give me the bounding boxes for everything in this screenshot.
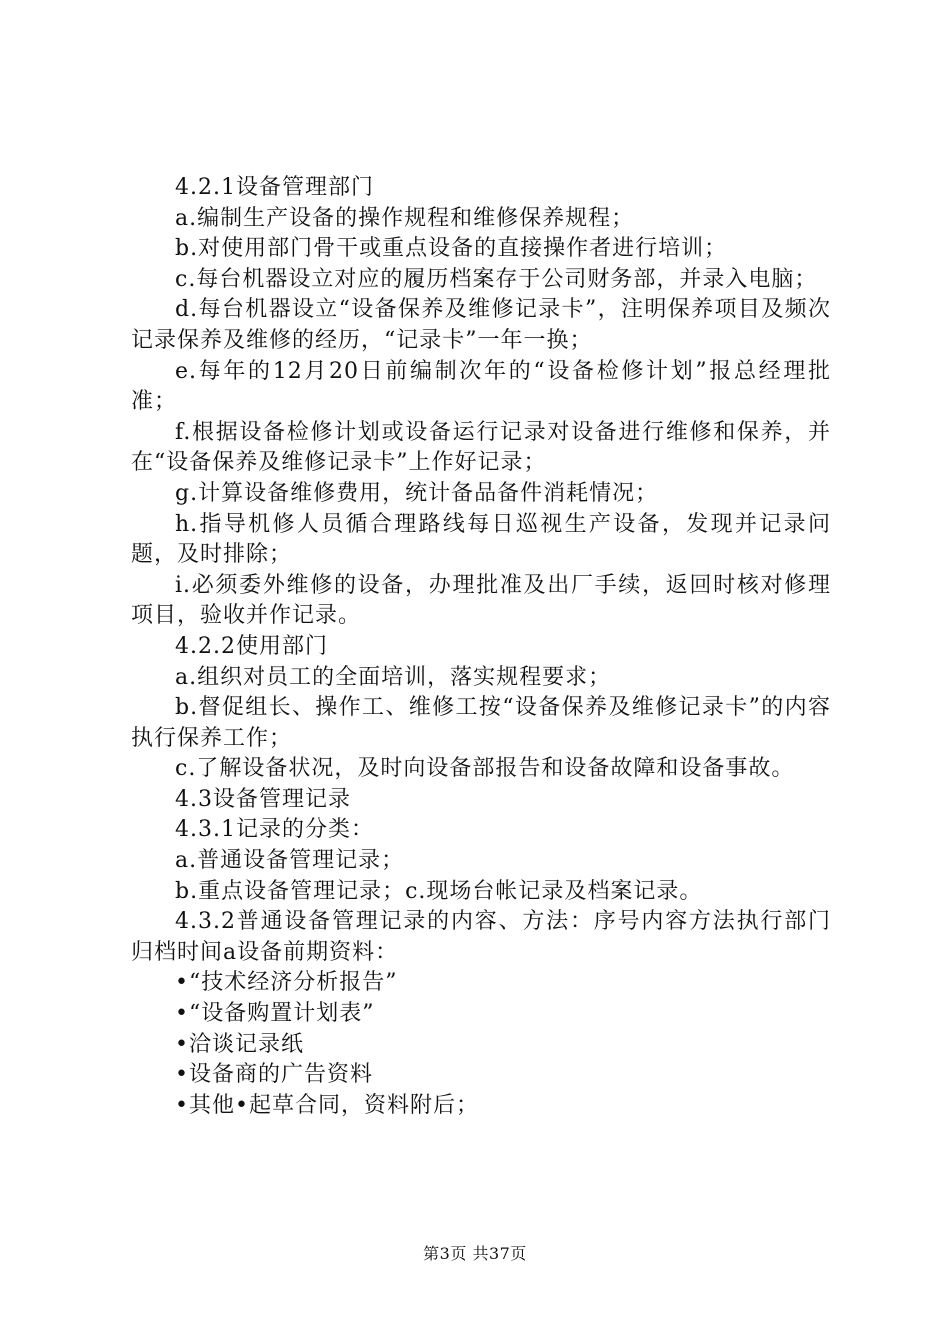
paragraph-item-i: i.必须委外维修的设备，办理批准及出厂手续，返回时核对修理项目，验收并作记录。 bbox=[131, 572, 831, 629]
bullet-item: •“技术经济分析报告” bbox=[175, 970, 398, 996]
page-number-footer: 第3页 共37页 bbox=[423, 1244, 527, 1263]
bullet-item: •设备商的广告资料 bbox=[175, 1062, 373, 1088]
section-heading-4-3: 4.3设备管理记录 bbox=[175, 786, 351, 812]
document-body bbox=[131, 173, 831, 1121]
section-heading-4-2-2: 4.2.2使用部门 bbox=[175, 633, 328, 659]
bullet-item: •其他•起草合同，资料附后； bbox=[175, 1092, 479, 1118]
paragraph-item-c: c.每台机器设立对应的履历档案存于公司财务部，并录入电脑； bbox=[175, 266, 818, 292]
paragraph-item-f: f.根据设备检修计划或设备运行记录对设备进行维修和保养，并在“设备保养及维修记录卡”上作好记录； bbox=[131, 419, 831, 476]
paragraph-item-g: g.计算设备维修费用，统计备品备件消耗情况； bbox=[175, 480, 659, 506]
section-heading-4-3-2: 4.3.2普通设备管理记录的内容、方法：序号内容方法执行部门归档时间a设备前期资料： bbox=[131, 909, 831, 965]
paragraph-item-a: a.组织对员工的全面培训，落实规程要求； bbox=[175, 664, 612, 690]
paragraph-item-b: b.对使用部门骨干或重点设备的直接操作者进行培训； bbox=[175, 236, 728, 262]
paragraph-item-e: e.每年的12月20日前编制次年的“设备检修计划”报总经理批准； bbox=[131, 358, 831, 415]
bullet-item: •洽谈记录纸 bbox=[175, 1031, 304, 1057]
paragraph-item-b: b.督促组长、操作工、维修工按“设备保养及维修记录卡”的内容执行保养工作； bbox=[131, 695, 831, 751]
section-heading-4-3-1: 4.3.1记录的分类： bbox=[175, 817, 374, 843]
paragraph-item-c: c.了解设备状况，及时向设备部报告和设备故障和设备事故。 bbox=[175, 756, 795, 782]
paragraph-item-d: d.每台机器设立“设备保养及维修记录卡”，注明保养项目及频次记录保养及维修的经历，“记录卡”一年一换； bbox=[131, 297, 831, 353]
section-heading-4-2-1: 4.2.1设备管理部门 bbox=[175, 175, 374, 200]
bullet-item: •“设备购置计划表” bbox=[175, 1001, 375, 1027]
paragraph-item-b-c: b.重点设备管理记录；c.现场台帐记录及档案记录。 bbox=[175, 878, 703, 904]
paragraph-item-a: a.编制生产设备的操作规程和维修保养规程； bbox=[175, 205, 635, 231]
paragraph-item-a: a.普通设备管理记录； bbox=[175, 848, 405, 874]
paragraph-item-h: h.指导机修人员循合理路线每日巡视生产设备，发现并记录问题，及时排除； bbox=[131, 511, 831, 568]
